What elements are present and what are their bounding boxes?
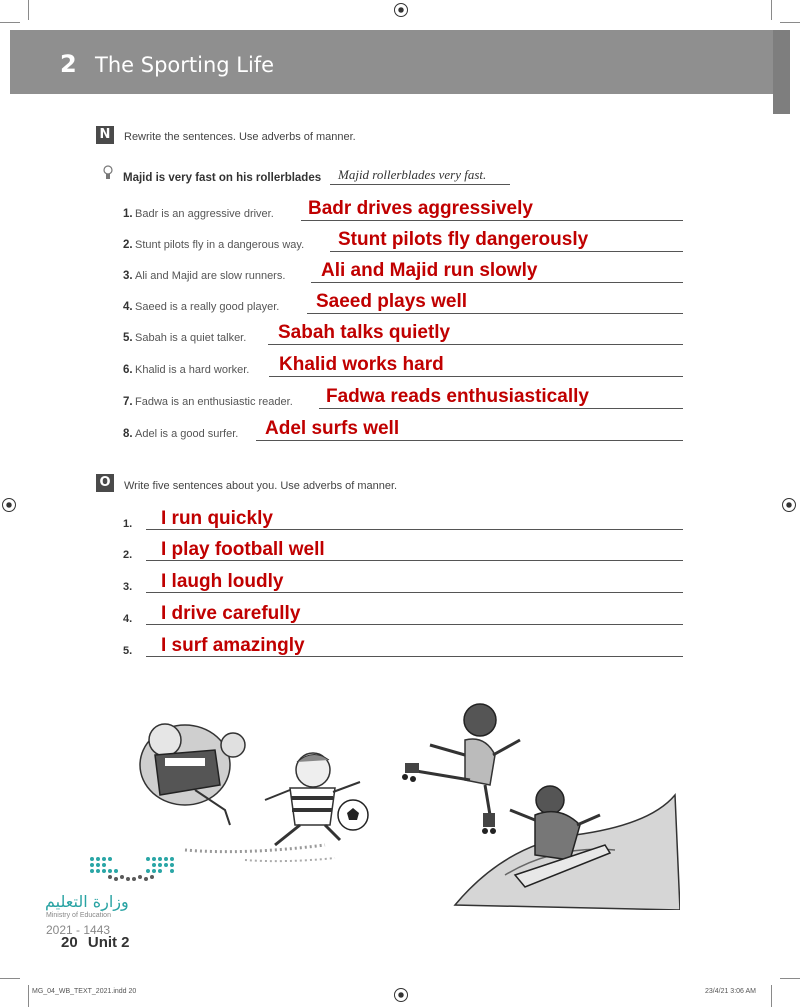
section-o-instruction: Write five sentences about you. Use adverbs of manner. bbox=[124, 480, 398, 492]
crop-mark bbox=[28, 985, 29, 1007]
crop-mark bbox=[0, 22, 20, 23]
item-prompt: Adel is a good surfer. bbox=[135, 428, 239, 440]
exercise-row bbox=[123, 386, 683, 410]
ministry-name-arabic: وزارة التعليم bbox=[45, 892, 129, 911]
answer-text: I surf amazingly bbox=[161, 635, 305, 656]
football-players-illustration bbox=[125, 700, 375, 875]
slug-left: MG_04_WB_TEXT_2021.indd 20 bbox=[32, 988, 137, 995]
page-title: The Sporting Life bbox=[95, 53, 275, 77]
crop-mark bbox=[28, 0, 29, 20]
registration-mark-icon bbox=[394, 988, 408, 1002]
sentence-row bbox=[123, 603, 683, 627]
answer-text: I play football well bbox=[161, 539, 325, 560]
crop-mark bbox=[0, 978, 20, 979]
item-prompt: Fadwa is an enthusiastic reader. bbox=[135, 396, 293, 408]
item-number: 7. bbox=[123, 396, 133, 408]
answer-text: Saeed plays well bbox=[316, 291, 468, 312]
unit-number: 2 bbox=[60, 50, 77, 78]
answer-text: Ali and Majid run slowly bbox=[321, 260, 538, 281]
footer-year: 2021 - 1443 bbox=[46, 923, 111, 937]
answer-line bbox=[319, 408, 683, 409]
example-answer: Majid rollerblades very fast. bbox=[338, 167, 487, 182]
item-prompt: Khalid is a hard worker. bbox=[135, 364, 250, 376]
sentence-row bbox=[123, 539, 683, 563]
exercise-row bbox=[123, 418, 683, 442]
exercise-row bbox=[123, 322, 683, 346]
unit-label: Unit 2 bbox=[87, 934, 130, 951]
crop-mark bbox=[771, 0, 772, 20]
item-prompt: Saeed is a really good player. bbox=[135, 301, 280, 313]
item-number: 6. bbox=[123, 364, 133, 376]
item-prompt: Stunt pilots fly in a dangerous way. bbox=[135, 239, 305, 251]
item-prompt: Sabah is a quiet talker. bbox=[135, 332, 247, 344]
exercise-row bbox=[123, 198, 683, 222]
crop-mark bbox=[780, 978, 800, 979]
item-number: 5. bbox=[123, 332, 133, 344]
answer-line bbox=[268, 344, 683, 345]
answer-text: Stunt pilots fly dangerously bbox=[338, 229, 589, 250]
item-number: 2. bbox=[123, 239, 133, 251]
item-number: 5. bbox=[123, 645, 133, 657]
item-number: 4. bbox=[123, 301, 133, 313]
crop-mark bbox=[771, 985, 772, 1007]
sentence-row bbox=[123, 508, 683, 532]
item-number: 1. bbox=[123, 518, 133, 530]
answer-text: Adel surfs well bbox=[265, 418, 400, 439]
crop-mark bbox=[780, 22, 800, 23]
answer-text: Khalid works hard bbox=[279, 354, 444, 375]
item-number: 4. bbox=[123, 613, 133, 625]
answer-line bbox=[307, 313, 683, 314]
answer-text: Badr drives aggressively bbox=[308, 198, 533, 219]
item-number: 8. bbox=[123, 428, 133, 440]
ministry-logo-icon bbox=[88, 853, 180, 889]
item-number: 3. bbox=[123, 270, 133, 282]
rollerblade-surf-illustration bbox=[385, 675, 680, 910]
item-prompt: Ali and Majid are slow runners. bbox=[135, 270, 286, 282]
answer-line bbox=[256, 440, 683, 441]
answer-line bbox=[330, 251, 683, 252]
header-tab bbox=[773, 30, 790, 114]
example-line bbox=[330, 184, 510, 185]
answer-line bbox=[301, 220, 683, 221]
sentence-row bbox=[123, 571, 683, 595]
answer-line bbox=[311, 282, 683, 283]
section-badge-o: O bbox=[96, 474, 114, 492]
ministry-name-english: Ministry of Education bbox=[46, 912, 111, 919]
sentence-row bbox=[123, 635, 683, 659]
slug-right: 23/4/21 3:06 AM bbox=[705, 988, 756, 995]
example-prompt: Majid is very fast on his rollerblades bbox=[123, 172, 322, 184]
exercise-row bbox=[123, 260, 683, 284]
lightbulb-icon bbox=[103, 165, 113, 181]
item-number: 1. bbox=[123, 208, 133, 220]
registration-mark-icon bbox=[782, 498, 796, 512]
item-number: 2. bbox=[123, 549, 133, 561]
answer-line bbox=[269, 376, 683, 377]
answer-text: I run quickly bbox=[161, 508, 273, 529]
item-number: 3. bbox=[123, 581, 133, 593]
exercise-row bbox=[123, 354, 683, 378]
item-prompt: Badr is an aggressive driver. bbox=[135, 208, 274, 220]
exercise-row bbox=[123, 229, 683, 253]
answer-text: I laugh loudly bbox=[161, 571, 284, 592]
registration-mark-icon bbox=[2, 498, 16, 512]
page-number: 20 bbox=[61, 934, 78, 951]
exercise-row bbox=[123, 291, 683, 315]
answer-text: I drive carefully bbox=[161, 603, 301, 624]
footer-page-number bbox=[61, 934, 130, 951]
registration-mark-icon bbox=[394, 3, 408, 17]
section-n-instruction: Rewrite the sentences. Use adverbs of manner. bbox=[124, 131, 356, 143]
answer-text: Fadwa reads enthusiastically bbox=[326, 386, 589, 407]
answer-text: Sabah talks quietly bbox=[278, 322, 451, 343]
section-badge-n: N bbox=[96, 126, 114, 144]
